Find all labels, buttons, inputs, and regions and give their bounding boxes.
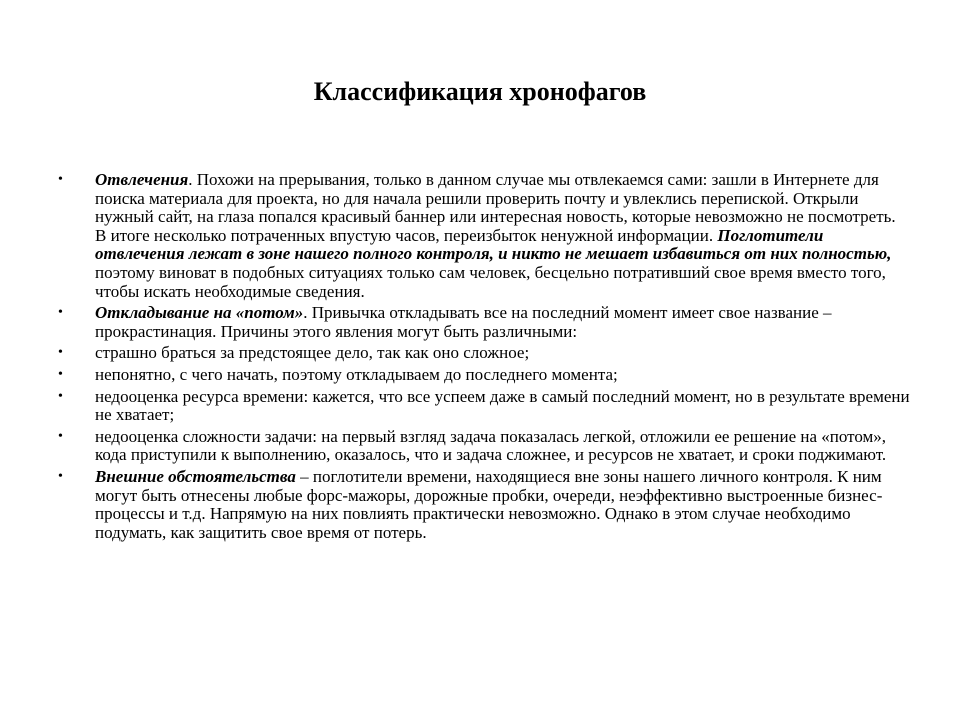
bullet-icon: • [58,388,63,404]
bullet-icon: • [58,305,63,321]
slide-title: Классификация хронофагов [313,77,647,106]
item-term: Отвлечения [95,170,189,189]
item-text: страшно браться за предстоящее дело, так как оно сложное; [95,343,530,363]
list-item [50,344,910,363]
bullet-icon: • [58,428,63,444]
bullet-icon: • [58,468,63,484]
list-item [50,366,910,385]
item-text: . Похожи на прерывания, только в данном случае мы отвлекаемся сами: зашли в Интернете для поиска материала для проекта, но для начала решили проверить почту и увлеклись перепиской. Открыли нужный сайт, на глаза попался красивый баннер или интересная новость, которые невозможно не посмотреть. В итоге несколько потраченных впустую часов, переизбыток ненужной информации. [95,170,896,245]
item-text: недооценка сложности задачи: на первый взгляд задача показалась легкой, отложили ее решение на «потом», кода приступили к выполнению, оказалось, что и задача сложнее, и ресурсов не хватает, и сроки поджимают. [95,426,887,465]
item-emphasis: Поглотители отвлечения лежат в зоне нашего полного контроля, и никто не мешает избавиться от них полностью, [95,225,892,264]
bullet-icon: • [58,366,63,382]
item-term: Откладывание на «потом» [95,303,304,323]
item-text-continued: поэтому виноват в подобных ситуациях только сам человек, бесцельно потративший свое время вместо того, чтобы искать необходимые сведения. [95,262,886,301]
item-text: непонятно, с чего начать, поэтому откладываем до последнего момента; [95,364,618,384]
list-item [50,304,910,341]
bullet-icon: • [58,172,63,187]
item-text: недооценка ресурса времени: кажется, что все успеем даже в самый последний момент, но в результате времени не хватает; [95,386,910,425]
bullet-icon: • [58,345,63,361]
item-text: – поглотители времени, находящиеся вне зоны нашего личного контроля. К ним могут быть отнесены любые форс-мажоры, дорожные пробки, очереди, неэффективно выстроенные бизнес-процессы и т.д. Напрямую на них повлиять практически невозможно. Однако в этом случае необходимо подумать, как защитить свое время от потерь. [95,466,883,542]
list-item [50,468,910,542]
item-text: . Привычка откладывать все на последний момент имеет свое название – прокрастинация. Причины этого явления могут быть различными: [95,303,832,341]
item-term: Внешние обстоятельства [95,466,296,486]
list-item [50,428,910,465]
bullet-list [50,171,910,542]
list-item [50,388,910,425]
list-item [50,171,910,301]
